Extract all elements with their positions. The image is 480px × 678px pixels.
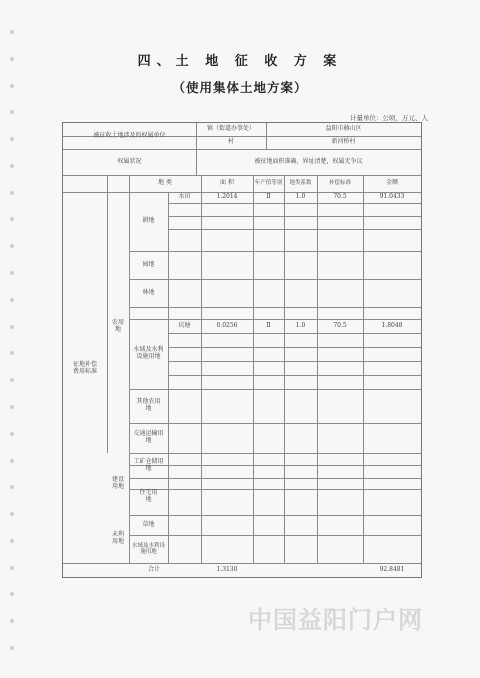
pond-multiple: 1.0 [295, 321, 306, 329]
pond-amount: 1.8048 [381, 321, 403, 329]
unit-note: 计量单位：公顷、万元、人 [350, 114, 428, 122]
paddy-amount: 91.0433 [379, 193, 405, 201]
paddy-grade: Ⅱ [266, 193, 271, 201]
row-grassland: 草地 [142, 520, 155, 528]
col-yield-grade: 年产值等别 [254, 180, 283, 187]
construction-label: 建设用地 [107, 453, 129, 515]
row-other-agri: 其他农用地 [136, 398, 161, 412]
col-amount: 金额 [385, 179, 398, 187]
row-cultivated: 耕地 [142, 217, 155, 225]
row-industrial: 工矿仓储用地 [133, 457, 164, 472]
pond-area: 0.0256 [216, 321, 238, 329]
unused-label: 未利用地 [107, 515, 129, 563]
paddy-area: 1.2014 [216, 193, 238, 201]
binding-holes [10, 30, 18, 650]
agricultural-label: 农用地 [112, 318, 125, 333]
pond-standard: 70.5 [333, 321, 347, 329]
land-acquisition-table [62, 122, 422, 578]
village-value: 新河桥村 [331, 138, 356, 146]
group-label: 征地补偿费用标准 [73, 361, 98, 375]
total-area: 1.3130 [216, 565, 238, 573]
document-title: 四、土 地 征 收 方 案 [137, 54, 343, 69]
row-paddy: 水田 [178, 193, 191, 201]
col-area: 面 积 [220, 179, 234, 187]
total-amount: 92.8481 [379, 565, 405, 573]
document-subtitle: （使用集体土地方案） [172, 80, 308, 95]
village-label: 村 [227, 138, 234, 146]
row-forest: 林地 [142, 288, 155, 296]
row-garden: 园地 [142, 260, 155, 268]
col-land-type: 地 类 [158, 179, 172, 187]
pond-grade: Ⅱ [266, 321, 271, 329]
town-value: 益阳市赫山区 [325, 125, 362, 133]
watermark: 中国益阳门户网 [248, 606, 423, 634]
paddy-multiple: 1.0 [295, 193, 306, 201]
row-water: 水域及水利设施用地 [133, 346, 164, 360]
town-label: 镇（街道办事处） [206, 125, 255, 133]
row-residential: 住宅用地 [139, 488, 158, 503]
row-water-unused: 水域及水利设施用地 [132, 542, 166, 555]
col-standard: 补偿标准 [328, 180, 351, 187]
ownership-value: 被征地面积准确，界址清楚，权属无争议 [254, 157, 363, 165]
col-multiple: 地类系数 [289, 180, 312, 187]
paddy-standard: 70.5 [333, 193, 347, 201]
row-transport: 交通运输用地 [133, 430, 164, 444]
land-owner-label: 被征收土地涉及的权属单位 [93, 131, 166, 139]
row-total: 合计 [147, 565, 160, 573]
ownership-label: 权属状况 [117, 157, 142, 165]
row-pond: 坑塘 [178, 321, 191, 329]
